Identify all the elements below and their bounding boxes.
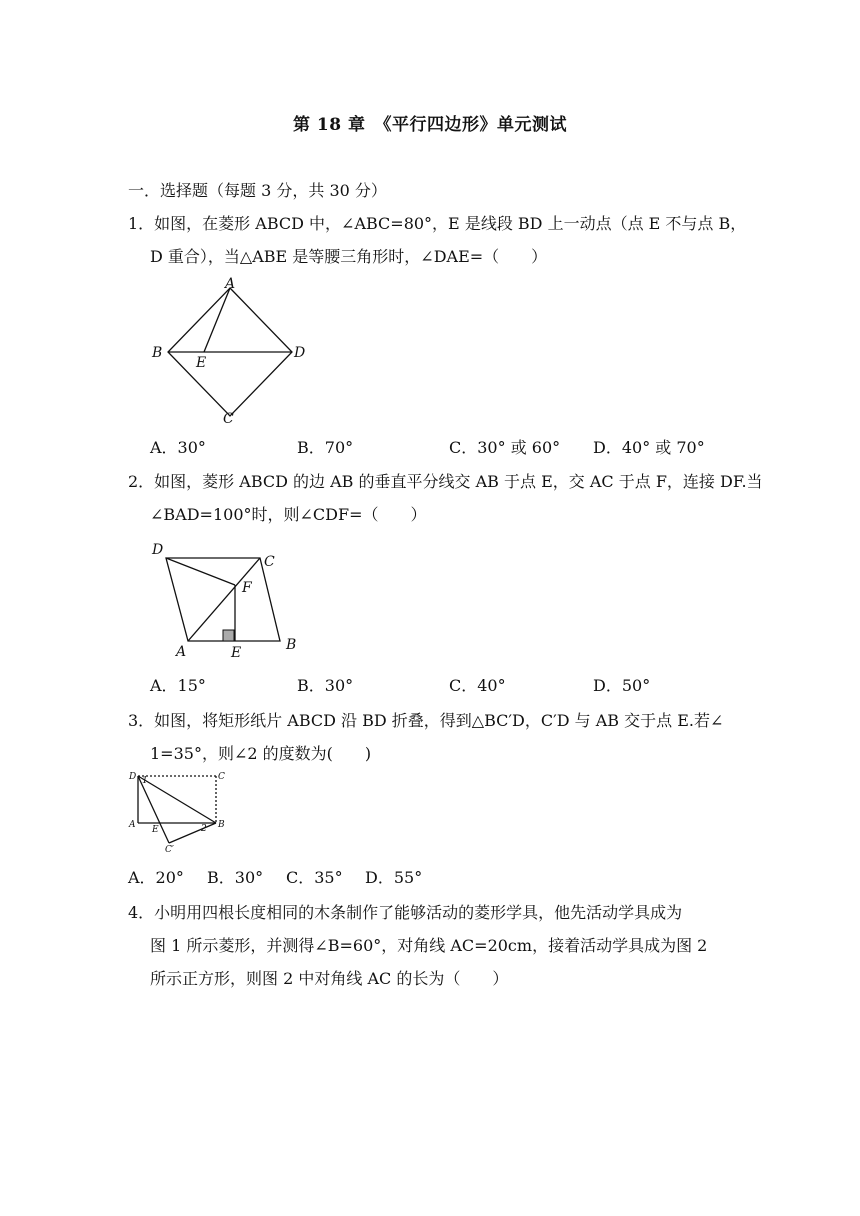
q2-option-b[interactable]: B．30° bbox=[297, 676, 354, 695]
q2-text-line1: 2．如图，菱形 ABCD 的边 AB 的垂直平分线交 AB 于点 E，交 AC 于点 F，连接 DF.当 bbox=[128, 472, 763, 491]
q3-fold-cpb bbox=[169, 823, 216, 843]
q3-label-c-prime: C′ bbox=[165, 845, 174, 855]
q3-label-c: C bbox=[218, 772, 225, 782]
q2-label-b: B bbox=[286, 637, 297, 653]
q1-label-e: E bbox=[196, 355, 207, 371]
q2-right-angle-mark bbox=[223, 630, 234, 641]
q4-text-line1: 4．小明用四根长度相同的木条制作了能够活动的菱形学具，他先活动学具成为 bbox=[128, 903, 683, 922]
q3-text-line2: 1=35°，则∠2 的度数为( ) bbox=[150, 744, 372, 763]
q1-text-line1: 1．如图，在菱形 ABCD 中，∠ABC=80°，E 是线段 BD 上一动点（点 E 不与点 B， bbox=[128, 214, 747, 233]
q4-text-line3: 所示正方形，则图 2 中对角线 AC 的长为（ ） bbox=[150, 969, 509, 988]
q1-text-line2: D 重合），当△ABE 是等腰三角形时，∠DAE=（ ） bbox=[150, 247, 548, 266]
q3-option-a[interactable]: A．20° bbox=[128, 868, 184, 887]
q2-segment-df bbox=[166, 558, 235, 585]
q1-label-a: A bbox=[225, 276, 236, 292]
q3-label-two: 2 bbox=[201, 824, 207, 834]
q2-rhombus bbox=[166, 558, 280, 641]
q1-label-c: C bbox=[223, 411, 234, 427]
q1-label-d: D bbox=[294, 345, 306, 361]
q2-option-a[interactable]: A．15° bbox=[150, 676, 206, 695]
q3-option-c[interactable]: C．35° bbox=[286, 868, 343, 887]
q1-segment-ae bbox=[204, 288, 230, 352]
q3-label-one: 1 bbox=[142, 776, 148, 786]
page-title: 第 18 章 《平行四边形》单元测试 bbox=[293, 115, 567, 135]
q2-label-e: E bbox=[231, 645, 242, 661]
q1-label-b: B bbox=[152, 345, 163, 361]
q4-text-line2: 图 1 所示菱形，并测得∠B=60°，对角线 AC=20cm，接着活动学具成为图 2 bbox=[150, 936, 708, 955]
q2-option-d[interactable]: D．50° bbox=[593, 676, 651, 695]
q2-label-a: A bbox=[176, 644, 187, 660]
q1-option-b[interactable]: B．70° bbox=[297, 438, 354, 457]
q3-label-d: D bbox=[129, 772, 137, 782]
q2-label-f: F bbox=[242, 580, 252, 596]
q2-label-c: C bbox=[264, 554, 275, 570]
q2-option-c[interactable]: C．40° bbox=[449, 676, 506, 695]
q3-diagonal-bd bbox=[138, 776, 216, 823]
q3-option-b[interactable]: B．30° bbox=[207, 868, 264, 887]
q3-label-e: E bbox=[152, 825, 159, 835]
q1-option-c[interactable]: C．30° 或 60° bbox=[449, 438, 561, 457]
q3-label-b: B bbox=[218, 820, 225, 830]
q3-label-a: A bbox=[129, 820, 136, 830]
q2-label-d: D bbox=[152, 542, 164, 558]
q1-option-a[interactable]: A．30° bbox=[150, 438, 206, 457]
q2-rhombus-figure bbox=[148, 538, 318, 668]
q1-option-d[interactable]: D．40° 或 70° bbox=[593, 438, 705, 457]
q1-rhombus-figure bbox=[148, 278, 348, 428]
q3-option-d[interactable]: D．55° bbox=[365, 868, 423, 887]
q3-text-line1: 3．如图，将矩形纸片 ABCD 沿 BD 折叠，得到△BC′D，C′D 与 AB 交于点 E.若∠ bbox=[128, 711, 724, 730]
section-heading: 一．选择题（每题 3 分，共 30 分） bbox=[128, 181, 387, 200]
q2-text-line2: ∠BAD=100°时，则∠CDF=（ ） bbox=[150, 505, 427, 524]
q3-fold-figure bbox=[128, 770, 238, 860]
